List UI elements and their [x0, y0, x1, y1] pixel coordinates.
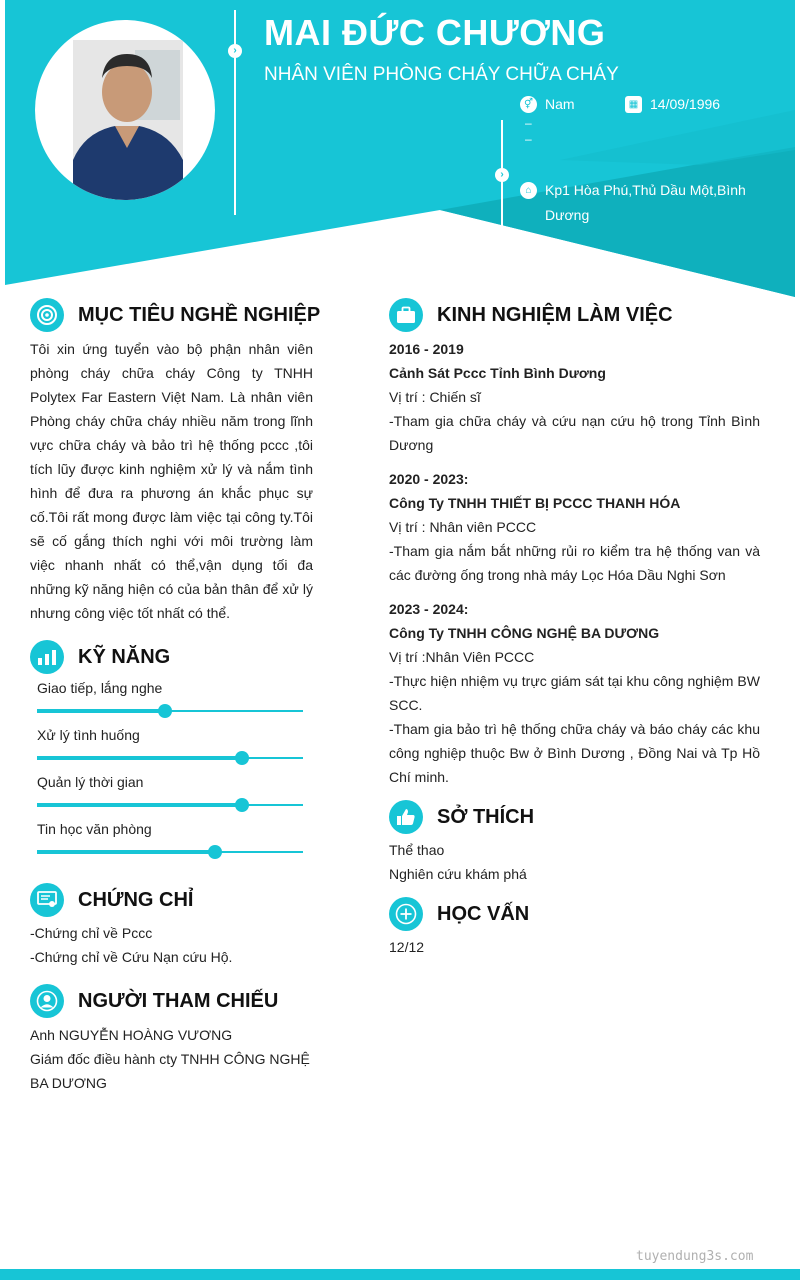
references-body	[30, 1023, 317, 1095]
hobby-item: Thể thao	[389, 842, 445, 858]
address-info	[520, 178, 750, 228]
objective-text: Tôi xin ứng tuyển vào bộ phận nhân viên phòng cháy chữa cháy Công ty TNHH Polytex Far Eastern Việt Nam. Là nhân viên Phòng cháy chữa cháy nhiều năm trong lĩnh vực chữa cháy và bảo trì hệ thống pccc ,tôi tích lũy được kinh nghiệm xử lý và nắm tình hình để đưa ra phương án khắc phục sự cố.Tôi rất mong được làm việc tại công ty.Tôi sẽ cố gắng thích nghi với môi trường làm việc nhanh nhất có thể,vận dụng tối đa những kỹ năng hiện có của bản thân để xử lý nhưng công việc tốt nhất có thể.	[30, 341, 313, 621]
target-icon	[30, 298, 64, 332]
phone-placeholder: –	[525, 116, 532, 130]
skill-label: Xử lý tình huống	[37, 727, 140, 743]
skill-bar-knob	[158, 704, 172, 718]
education-heading	[389, 897, 529, 931]
gender-icon: ⚥	[520, 96, 537, 113]
skill-label: Tin học văn phòng	[37, 821, 152, 837]
skill-label: Quản lý thời gian	[37, 774, 144, 790]
profile-photo	[35, 20, 215, 200]
references-heading	[30, 984, 278, 1018]
skill-bar-knob	[208, 845, 222, 859]
chevron-right-icon: ›	[228, 44, 242, 58]
hobbies-list	[389, 838, 760, 886]
skill-bar	[37, 851, 303, 853]
job-position: Vị trí :Nhân Viên PCCC	[389, 649, 535, 665]
job-position: Vị trí : Nhân viên PCCC	[389, 519, 537, 535]
user-icon	[30, 984, 64, 1018]
skill-bar-fill	[37, 756, 242, 760]
certificates-heading	[30, 883, 193, 917]
birthdate-info	[625, 92, 720, 117]
job-duty: -Tham gia nắm bắt những rủi ro kiểm tra hệ thống van và các đường ống trong nhà máy Lọc Hóa Dầu Nghi Sơn	[389, 543, 760, 583]
hobbies-title: SỞ THÍCH	[437, 805, 535, 828]
bar-chart-icon	[30, 640, 64, 674]
job-duty: -Tham gia bảo trì hệ thống chữa cháy và báo cháy các khu công nghiệp thuộc Bw ở Bình Dương , Đồng Nai và Tp Hồ Chí minh.	[389, 721, 760, 785]
job-period: 2020 - 2023:	[389, 471, 469, 487]
reference-detail: Giám đốc điều hành cty TNHH CÔNG NGHỆ BA DƯƠNG	[30, 1051, 310, 1091]
calendar-icon: ▦	[625, 96, 642, 113]
birthdate-value: 14/09/1996	[650, 96, 721, 112]
reference-name: Anh NGUYỄN HOÀNG VƯƠNG	[30, 1027, 233, 1043]
education-title: HỌC VẤN	[437, 902, 530, 925]
home-icon: ⌂	[520, 182, 537, 199]
job-duty: -Thực hiện nhiệm vụ trực giám sát tại khu công nghiệm BW SCC.	[389, 673, 760, 713]
gender-value: Nam	[545, 96, 575, 112]
bottom-bar	[0, 1269, 800, 1280]
email-placeholder: –	[525, 132, 532, 146]
skills-title: KỸ NĂNG	[78, 645, 171, 668]
skills-heading	[30, 640, 170, 674]
skill-bar	[37, 710, 303, 712]
certificates-title: CHỨNG CHỈ	[78, 888, 194, 911]
skill-bar	[37, 804, 303, 806]
skill-bar-fill	[37, 709, 165, 713]
chevron-right-icon: ›	[495, 168, 509, 182]
job-position: Vị trí : Chiến sĩ	[389, 389, 481, 405]
thumbs-up-icon	[389, 800, 423, 834]
job-entry	[389, 467, 760, 587]
skill-bar-fill	[37, 803, 242, 807]
experience-title: KINH NGHIỆM LÀM VIỆC	[437, 303, 673, 326]
gender-info	[520, 92, 575, 117]
experience-heading	[389, 298, 673, 332]
skill-bar-knob	[235, 751, 249, 765]
plus-circle-icon	[389, 897, 423, 931]
job-company: Công Ty TNHH THIẾT BỊ PCCC THANH HÓA	[389, 495, 681, 511]
job-company: Cảnh Sát Pccc Tỉnh Bình Dương	[389, 365, 606, 381]
hobby-item: Nghiên cứu khám phá	[389, 866, 527, 882]
skill-label: Giao tiếp, lắng nghe	[37, 680, 163, 696]
briefcase-icon	[389, 298, 423, 332]
hobbies-heading	[389, 800, 534, 834]
header-divider	[234, 10, 236, 215]
job-period: 2016 - 2019	[389, 341, 464, 357]
objective-title: MỤC TIÊU NGHỀ NGHIỆP	[78, 303, 321, 326]
skill-bar-knob	[235, 798, 249, 812]
candidate-name: MAI ĐỨC CHƯƠNG	[264, 12, 606, 53]
certificate-item: -Chứng chỉ về Pccc	[30, 925, 153, 941]
job-period: 2023 - 2024:	[389, 601, 469, 617]
objective-heading	[30, 298, 320, 332]
skill-bar	[37, 757, 303, 759]
certificate-item: -Chứng chỉ về Cứu Nạn cứu Hộ.	[30, 949, 233, 965]
address-value: Kp1 Hòa Phú,Thủ Dầu Một,Bình Dương	[545, 182, 746, 223]
job-entry	[389, 337, 760, 457]
candidate-position: NHÂN VIÊN PHÒNG CHÁY CHỮA CHÁY	[264, 64, 619, 85]
education-text: 12/12	[389, 939, 425, 955]
watermark: tuyendung3s.com	[636, 1249, 754, 1264]
job-company: Công Ty TNHH CÔNG NGHỆ BA DƯƠNG	[389, 625, 660, 641]
skill-bar-fill	[37, 850, 215, 854]
job-entry	[389, 597, 760, 789]
certificate-icon	[30, 883, 64, 917]
certificates-list	[30, 921, 313, 969]
job-duty: -Tham gia chữa cháy và cứu nạn cứu hộ trong Tỉnh Bình Dương	[389, 413, 760, 453]
references-title: NGƯỜI THAM CHIẾU	[78, 989, 279, 1012]
